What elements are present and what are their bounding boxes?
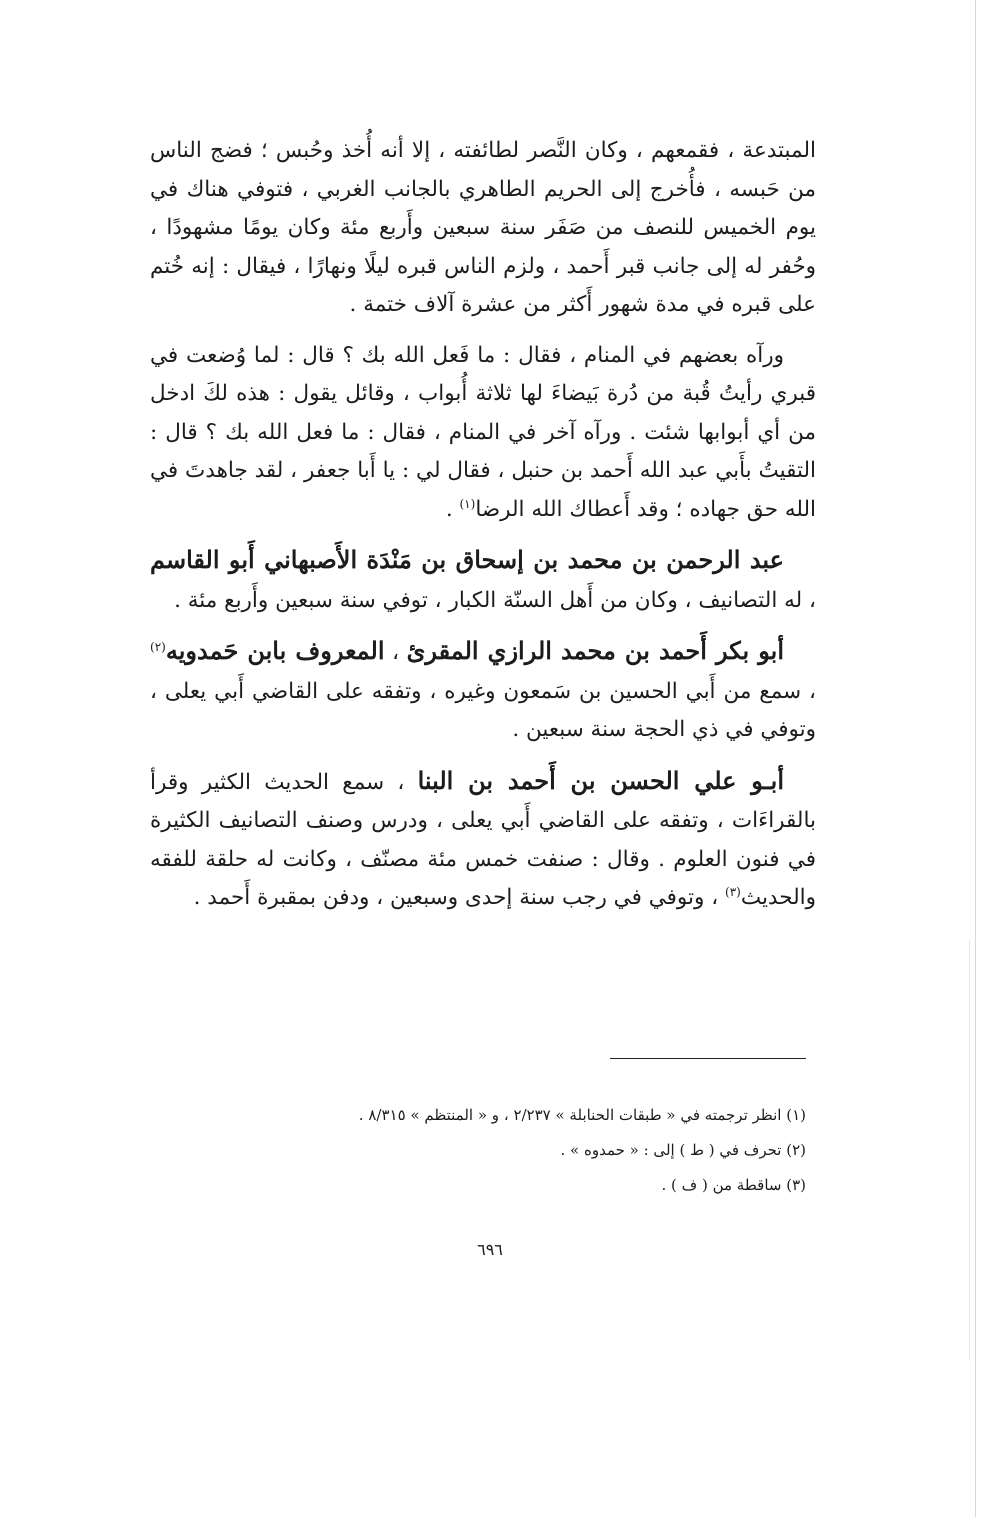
footnote-3: (٣) ساقطة من ( ف ) .	[661, 1176, 806, 1194]
paragraph-2	[150, 337, 816, 530]
footnote-ref: (١)	[459, 496, 476, 511]
paragraph-5	[150, 762, 816, 918]
footnote-ref: (٢)	[150, 639, 166, 654]
footnote-ref: (٣)	[725, 884, 741, 899]
footnote-2: (٢) تحرف في ( ط ) إلى : « حمدوه » .	[560, 1141, 806, 1159]
entry-name: أبو بكر أَحمد بن محمد الرازي المقرئ	[406, 636, 784, 665]
text-run: .	[445, 496, 460, 522]
text-run: ، له التصانيف ، وكان من أَهل السنّة الكبار ، توفي سنة سبعين وأَربع مئة .	[174, 587, 816, 613]
text-run: ،	[384, 640, 407, 665]
paragraph-4	[150, 632, 816, 750]
entry-name: أبـو علي الحسن بن أَحمد بن البنا	[417, 765, 785, 795]
text-run: المبتدعة ، فقمعهم ، وكان النَّصر لطائفته ، إلا أنه أُخذ وحُبس ؛ فضج الناس من حَبسه ، فأُخرج إلى الحريم الطاهري بالجانب الغربي ، فتوفي هناك في يوم الخميس للنصف من صَفَر سنة سبعين وأَربع مئة وكان يومًا مشهودًا ، وحُفر له إلى جانب قبر أَحمد ، ولزم الناس قبره ليلًا ونهارًا ، فيقال : إنه خُتم على قبره في مدة شهور أَكثر من عشرة آلاف ختمة .	[150, 138, 816, 317]
footnotes	[300, 1098, 806, 1203]
text-run: ورآه بعضهم في المنام ، فقال : ما فَعل الله بك ؟ قال : لما وُضعت في قبري رأيتُ قُبة من دُرة بَيضاءَ لها ثلاثة أُبواب ، وقائل يقول : هذه لكَ ادخل من أي أبوابها شئت . ورآه آخر في المنام ، فقال : ما فعل الله بك ؟ قال : التقيتُ بأَبي عبد الله أَحمد بن حنبل ، فقال لي : يا أَبا جعفر ، لقد جاهدتَ في الله حق جهاده ؛ وقد أَعطاك الله الرضا	[150, 342, 816, 522]
paragraph-1	[150, 132, 816, 325]
entry-name: المعروف بابن حَمدويه	[165, 636, 385, 665]
page-number: ٦٩٦	[477, 1240, 503, 1259]
page-body	[150, 132, 816, 930]
entry-name: عبد الرحمن بن محمد بن إسحاق بن مَنْدَة الأَصبهاني أَبو القاسم	[150, 545, 784, 574]
scan-edge-line	[975, 0, 976, 1517]
text-run: ، سمع الحديث الكثير وقرأ بالقراءَات ، وتفقه على القاضي أَبي يعلى ، ودرس وصنف التصانيف الكثيرة في فنون العلوم . وقال : صنفت خمس مئة مصنّف ، وكانت له حلقة للفقه والحديث	[150, 769, 816, 910]
footnote-separator	[610, 1058, 806, 1059]
text-run: ، وتوفي في رجب سنة إحدى وسبعين ، ودفن بمقبرة أَحمد .	[193, 885, 725, 910]
scan-edge-line-faint	[969, 940, 970, 1360]
footnote-1: (١) انظر ترجمته في « طبقات الحنابلة » ٢/٢٣٧ ، و « المنتظم » ٨/٣١٥ .	[358, 1106, 806, 1124]
text-run: ، سمع من أَبي الحسين بن سَمعون وغيره ، وتفقه على القاضي أَبي يعلى ، وتوفي في ذي الحجة سنة سبعين .	[150, 678, 816, 742]
paragraph-3	[150, 541, 816, 620]
